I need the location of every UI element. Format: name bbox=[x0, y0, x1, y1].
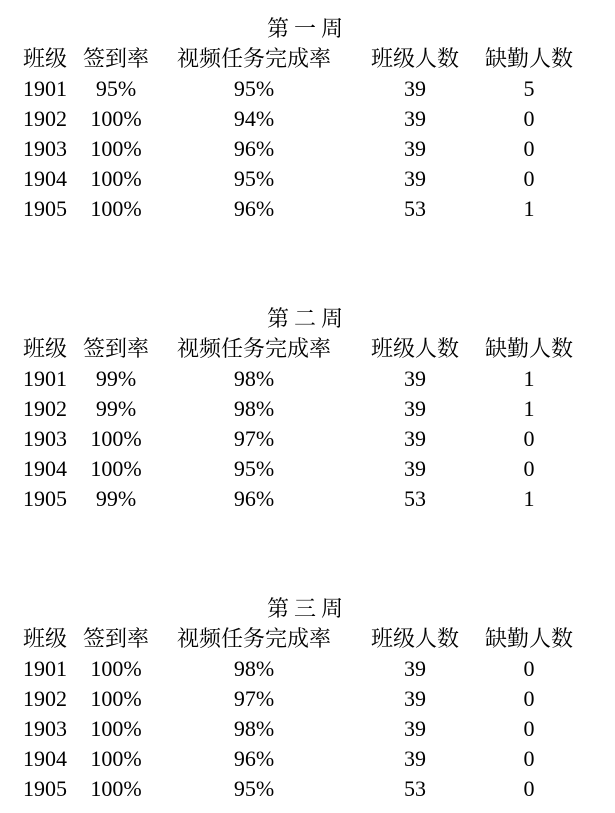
table-cell: 39 bbox=[404, 166, 426, 191]
table-cell: 100% bbox=[90, 166, 142, 191]
tables-container bbox=[0, 14, 615, 804]
table-cell: 39 bbox=[404, 426, 426, 451]
table-cell: 1901 bbox=[23, 76, 67, 101]
column-header: 签到率 bbox=[82, 336, 149, 361]
column-header: 班级人数 bbox=[370, 626, 459, 651]
table-cell: 100% bbox=[90, 686, 142, 711]
table-row bbox=[15, 424, 615, 454]
column-header: 视频任务完成率 bbox=[176, 46, 331, 71]
table-cell: 1905 bbox=[23, 776, 67, 801]
table-cell: 0 bbox=[523, 426, 535, 451]
table-body bbox=[0, 74, 615, 224]
table-cell: 100% bbox=[90, 426, 142, 451]
table-cell: 39 bbox=[404, 366, 426, 391]
table-cell: 100% bbox=[90, 656, 142, 681]
table-cell: 98% bbox=[233, 656, 275, 681]
table-cell: 39 bbox=[404, 746, 426, 771]
table-cell: 39 bbox=[404, 136, 426, 161]
table-cell: 95% bbox=[233, 166, 275, 191]
table-cell: 1 bbox=[523, 366, 535, 391]
table-cell: 1902 bbox=[23, 686, 67, 711]
table-row bbox=[15, 104, 615, 134]
header-row bbox=[15, 44, 615, 74]
table-cell: 53 bbox=[404, 196, 426, 221]
table-cell: 97% bbox=[233, 686, 275, 711]
column-header: 班级人数 bbox=[370, 336, 459, 361]
table-cell: 53 bbox=[404, 486, 426, 511]
table-cell: 0 bbox=[523, 776, 535, 801]
column-header: 缺勤人数 bbox=[484, 626, 573, 651]
table-cell: 0 bbox=[523, 106, 535, 131]
table-cell: 100% bbox=[90, 746, 142, 771]
column-header: 视频任务完成率 bbox=[176, 626, 331, 651]
table-cell: 98% bbox=[233, 366, 275, 391]
table-cell: 1 bbox=[523, 486, 535, 511]
table-body bbox=[0, 364, 615, 514]
table-row bbox=[15, 744, 615, 774]
table-cell: 39 bbox=[404, 656, 426, 681]
table-cell: 1903 bbox=[23, 716, 67, 741]
table-cell: 39 bbox=[404, 686, 426, 711]
week-table bbox=[0, 14, 615, 224]
table-cell: 100% bbox=[90, 196, 142, 221]
table-cell: 0 bbox=[523, 746, 535, 771]
header-row bbox=[15, 624, 615, 654]
table-cell: 39 bbox=[404, 456, 426, 481]
column-header: 班级人数 bbox=[370, 46, 459, 71]
table-cell: 95% bbox=[233, 456, 275, 481]
table-cell: 1902 bbox=[23, 396, 67, 421]
column-header: 班级 bbox=[22, 46, 67, 71]
column-header: 缺勤人数 bbox=[484, 46, 573, 71]
table-cell: 39 bbox=[404, 716, 426, 741]
table-row bbox=[15, 484, 615, 514]
table-cell: 1902 bbox=[23, 106, 67, 131]
table-row bbox=[15, 164, 615, 194]
column-header: 缺勤人数 bbox=[484, 336, 573, 361]
table-row bbox=[15, 194, 615, 224]
table-cell: 0 bbox=[523, 686, 535, 711]
table-row bbox=[15, 134, 615, 164]
table-cell: 1904 bbox=[23, 456, 67, 481]
header-row bbox=[15, 334, 615, 364]
table-cell: 1901 bbox=[23, 656, 67, 681]
table-cell: 96% bbox=[233, 486, 275, 511]
table-cell: 98% bbox=[233, 396, 275, 421]
table-cell: 1905 bbox=[23, 196, 67, 221]
table-cell: 100% bbox=[90, 716, 142, 741]
table-cell: 94% bbox=[233, 106, 275, 131]
table-title: 第一周 bbox=[266, 16, 348, 41]
table-cell: 96% bbox=[233, 136, 275, 161]
table-cell: 1 bbox=[523, 396, 535, 421]
table-cell: 1905 bbox=[23, 486, 67, 511]
table-cell: 96% bbox=[233, 746, 275, 771]
table-cell: 0 bbox=[523, 136, 535, 161]
table-cell: 0 bbox=[523, 716, 535, 741]
table-row bbox=[15, 684, 615, 714]
table-row bbox=[15, 394, 615, 424]
week-table bbox=[0, 594, 615, 804]
table-cell: 97% bbox=[233, 426, 275, 451]
table-cell: 1903 bbox=[23, 426, 67, 451]
table-cell: 39 bbox=[404, 106, 426, 131]
table-cell: 99% bbox=[95, 486, 137, 511]
column-header: 签到率 bbox=[82, 626, 149, 651]
table-cell: 39 bbox=[404, 76, 426, 101]
column-header: 视频任务完成率 bbox=[176, 336, 331, 361]
table-cell: 95% bbox=[233, 76, 275, 101]
table-cell: 1 bbox=[523, 196, 535, 221]
table-cell: 99% bbox=[95, 366, 137, 391]
table-title: 第三周 bbox=[266, 596, 348, 621]
table-cell: 1904 bbox=[23, 166, 67, 191]
table-cell: 95% bbox=[233, 776, 275, 801]
table-cell: 100% bbox=[90, 776, 142, 801]
table-cell: 5 bbox=[523, 76, 535, 101]
week-table bbox=[0, 304, 615, 514]
table-cell: 99% bbox=[95, 396, 137, 421]
table-cell: 100% bbox=[90, 106, 142, 131]
table-row bbox=[15, 364, 615, 394]
table-cell: 96% bbox=[233, 196, 275, 221]
table-cell: 0 bbox=[523, 656, 535, 681]
table-row bbox=[15, 454, 615, 484]
column-header: 班级 bbox=[22, 626, 67, 651]
column-header: 签到率 bbox=[82, 46, 149, 71]
table-row bbox=[15, 654, 615, 684]
table-cell: 0 bbox=[523, 166, 535, 191]
table-cell: 100% bbox=[90, 456, 142, 481]
table-cell: 39 bbox=[404, 396, 426, 421]
table-row bbox=[15, 774, 615, 804]
table-row bbox=[15, 714, 615, 744]
table-row bbox=[15, 74, 615, 104]
column-header: 班级 bbox=[22, 336, 67, 361]
table-cell: 98% bbox=[233, 716, 275, 741]
table-body bbox=[0, 654, 615, 804]
table-cell: 1901 bbox=[23, 366, 67, 391]
table-cell: 100% bbox=[90, 136, 142, 161]
table-cell: 53 bbox=[404, 776, 426, 801]
table-cell: 1903 bbox=[23, 136, 67, 161]
table-cell: 95% bbox=[95, 76, 137, 101]
table-cell: 0 bbox=[523, 456, 535, 481]
table-title: 第二周 bbox=[266, 306, 348, 331]
table-cell: 1904 bbox=[23, 746, 67, 771]
